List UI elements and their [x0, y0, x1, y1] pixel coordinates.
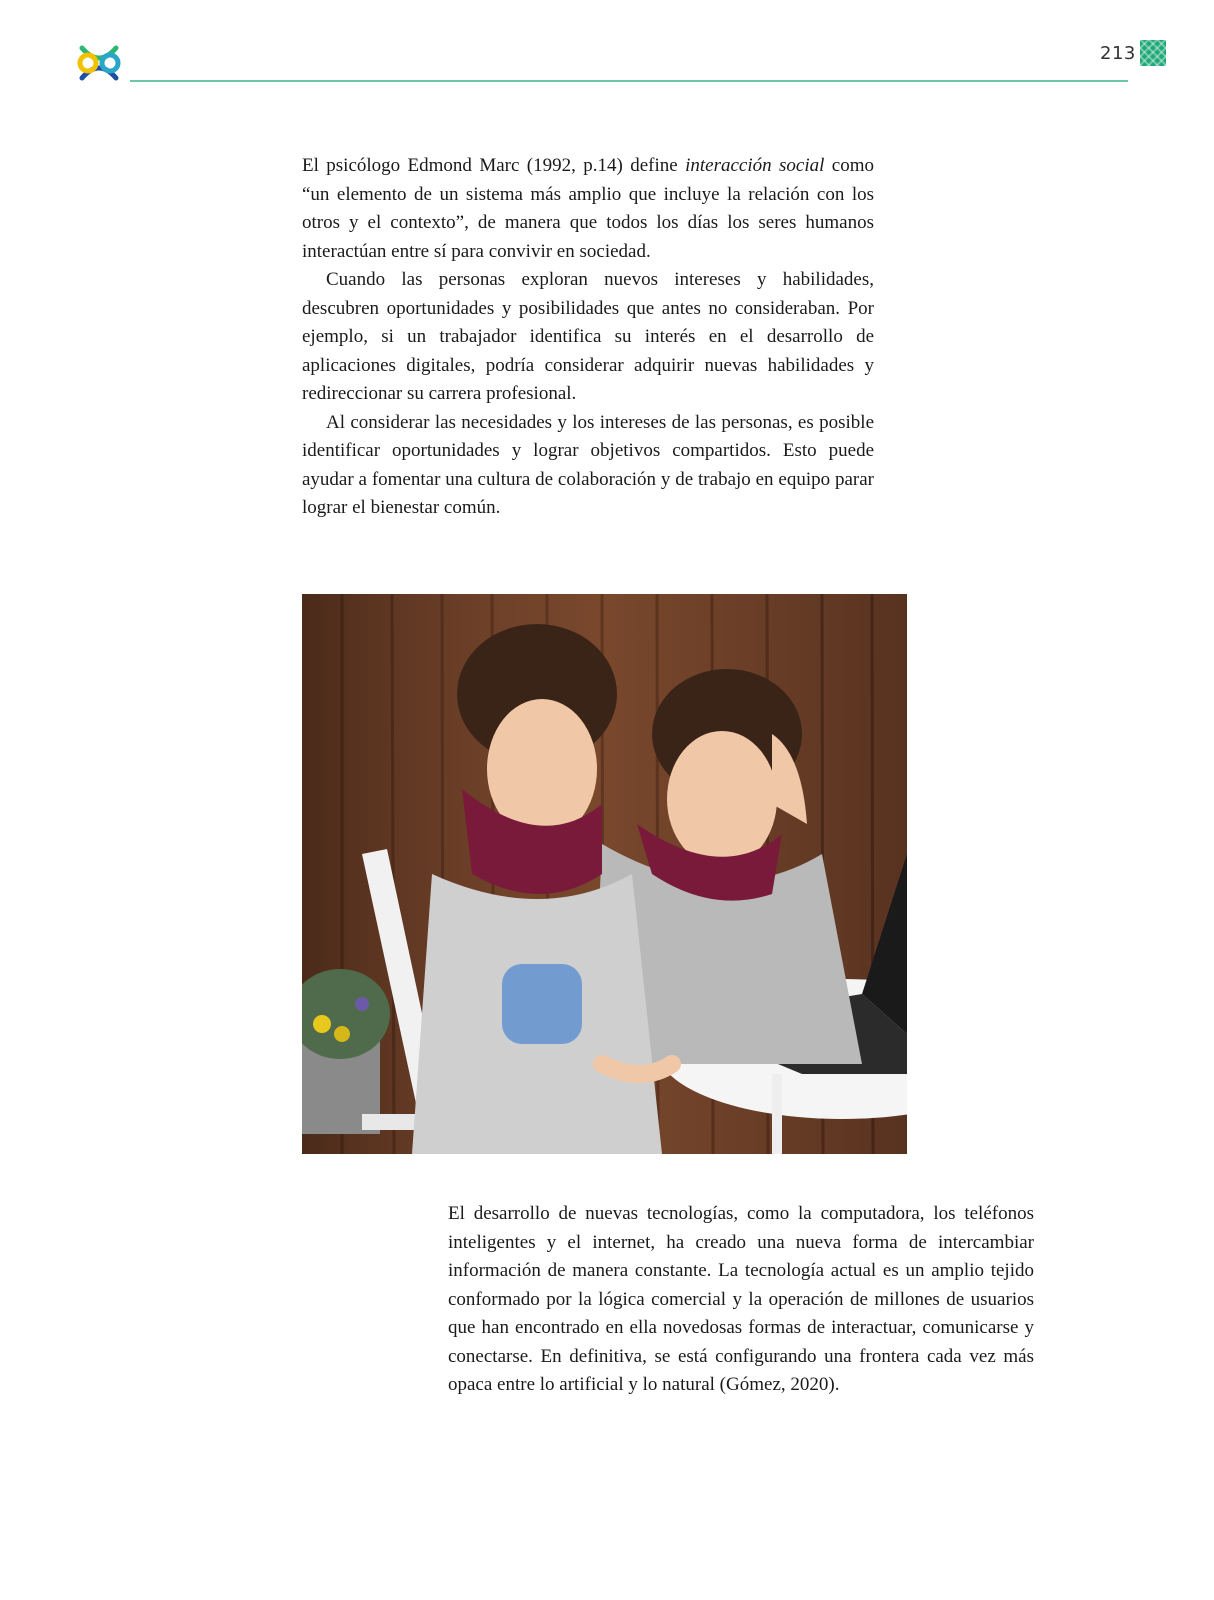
header-divider — [130, 80, 1128, 82]
paragraph-2: Cuando las personas exploran nuevos intereses y habilidades, descubren oportunidades y posibilidades que antes no consideraban. Por ejemplo, si un trabajador identifica su interés en el desarrollo de aplicaciones digitales, podría considerar adquirir nuevas habilidades y redireccionar su carrera profesional. — [302, 269, 874, 404]
paragraph-1-italic-term: interacción social — [685, 155, 825, 176]
caption-text: El desarrollo de nuevas tecnologías, como la computadora, los teléfonos inteligentes y el internet, ha creado una nueva forma de intercambiar información de manera constante. La tecnología actual es un amplio tejido conformado por la lógica comercial y la operación de millones de usuarios que han encontrado en ella novedosas formas de interactuar, comunicarse y conectarse. En definitiva, se está configurando una frontera cada vez más opaca entre lo artificial y lo natural (Gómez, 2020). — [448, 1203, 1034, 1395]
paragraph-1 — [302, 152, 874, 266]
interlocking-rings-logo-icon — [74, 38, 124, 88]
paragraph-1-end: como “un elemento de un sistema más amplio que incluye la relación con los otros y el contexto”, de manera que todos los días los seres humanos interactúan entre sí para convivir en sociedad. — [302, 155, 875, 262]
body-text — [302, 152, 874, 523]
photo-caption — [448, 1200, 1034, 1400]
paragraph-3: Al considerar las necesidades y los intereses de las personas, es posible identificar oportunidades y lograr objetivos compartidos. Esto puede ayudar a fomentar una cultura de colaboración y de trabajo en equipo parar lograr el bienestar común. — [302, 411, 874, 518]
children-with-laptop-photo — [302, 594, 907, 1154]
page-number: 213 — [1100, 43, 1136, 64]
green-pattern-tile-icon — [1140, 40, 1166, 66]
paragraph-1-start: El psicólogo Edmond Marc (1992, p.14) define — [302, 155, 686, 176]
